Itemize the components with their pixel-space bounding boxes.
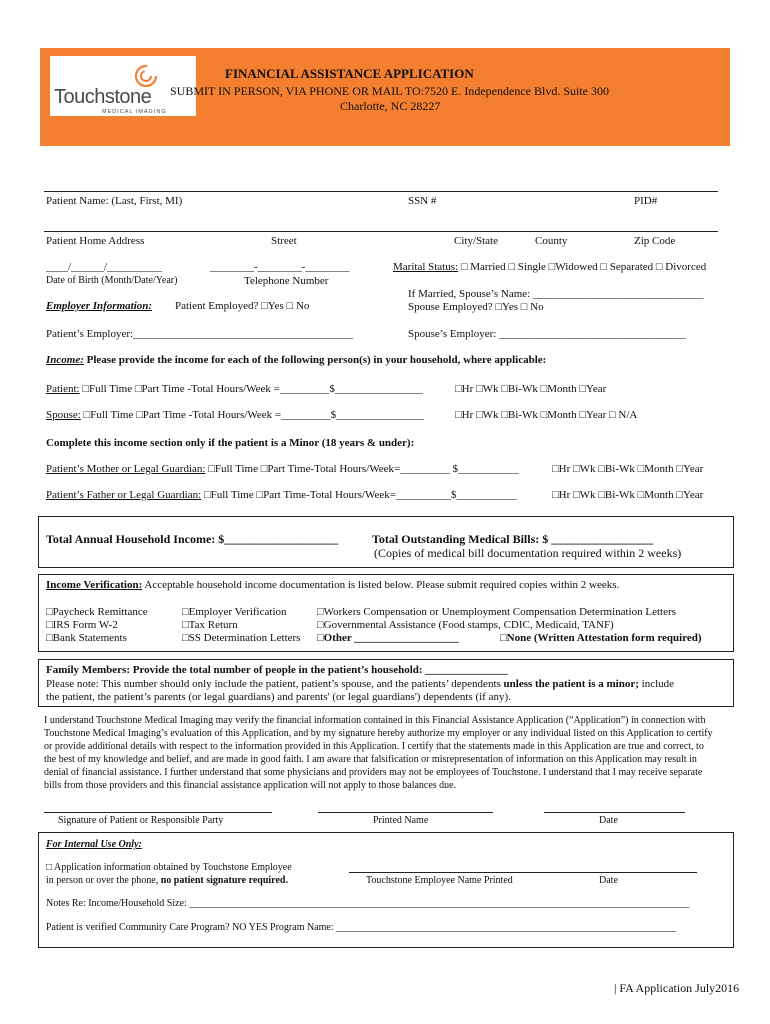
income-verification-heading: Income Verification: [46,579,143,591]
income-heading [46,354,546,366]
verification-none[interactable]: □None (Written Attestation form required) [500,632,702,644]
logo-subtitle: MEDICAL IMAGING [102,109,167,115]
marital-status-options[interactable]: □ Married □ Single □Widowed □ Separated □ Divorced [460,261,707,273]
father-income-label: Patient’s Father or Legal Guardian: [46,489,202,501]
printed-name-label: Printed Name [373,815,429,826]
telephone-field[interactable]: ________-________-________ [210,261,350,273]
family-note-b: unless the patient is a minor; [503,678,639,690]
patient-employed-options[interactable]: Patient Employed? □Yes □ No [175,300,310,312]
signature-line[interactable] [44,812,272,813]
signature-label: Signature of Patient or Responsible Party [58,815,224,826]
medical-bills-note: (Copies of medical bill documentation required within 2 weeks) [374,546,682,560]
family-note-a: Please note: This number should only include the patient, patient’s spouse, and the patients’ dependents [46,678,504,690]
spouses-employer-field[interactable]: Spouse’s Employer: __________________________________ [408,328,687,340]
mother-income-frequency[interactable]: □Hr □Wk □Bi-Wk □Month □Year [552,463,704,475]
verification-bank[interactable]: □Bank Statements [46,632,127,644]
authorization-line: bills from those providers and this financial assistance application will not apply to those balances due. [44,780,457,791]
spouse-employed-options[interactable]: Spouse Employed? □Yes □ No [408,301,544,313]
employer-info-label: Employer Information: [46,300,153,312]
notes-income-household-field[interactable]: Notes Re: Income/Household Size: ____________________________________________________________________________________________________ [46,898,690,909]
obtained-by-employee-checkbox[interactable]: □ Application information obtained by Touchstone Employee [46,862,292,873]
verification-w2[interactable]: □IRS Form W-2 [46,619,118,631]
total-household-income-field[interactable]: Total Annual Household Income: $___________________ [46,532,339,546]
dob-label: Date of Birth (Month/Date/Year) [46,275,178,286]
income-heading-text: Please provide the income for each of the following person(s) in your household, where applicable: [83,354,547,366]
spouse-income-label: Spouse: [46,409,81,421]
patient-name-line[interactable] [44,191,718,192]
father-income-row[interactable]: □Full Time □Part Time-Total Hours/Week=__________$___________ [201,489,517,501]
income-heading-label: Income: [46,354,84,366]
date-line[interactable] [544,812,685,813]
submit-address-line1: SUBMIT IN PERSON, VIA PHONE OR MAIL TO:7520 E. Independence Blvd. Suite 300 [170,84,609,98]
employee-name-label: Touchstone Employee Name Printed [366,875,513,886]
authorization-line: denial of financial assistance. I further understand that some physicians and providers may not be employees of Touchstone. I understand that I may receive separate [44,767,703,778]
patient-income-row[interactable]: □Full Time □Part Time -Total Hours/Week =_________$________________ [79,383,423,395]
family-note-line2: the patient, the patient’s parents (or legal guardians) and parents' (or legal guardians') dependents (if any). [46,691,511,703]
patients-employer-field[interactable]: Patient’s Employer:________________________________________ [46,328,354,340]
authorization-line: I understand Touchstone Medical Imaging may verify the financial information contained in this Financial Assistance Application (“Application”) in connection with [44,715,706,726]
verification-paycheck[interactable]: □Paycheck Remittance [46,606,148,618]
form-title: FINANCIAL ASSISTANCE APPLICATION [225,66,474,81]
patient-income-frequency[interactable]: □Hr □Wk □Bi-Wk □Month □Year [455,383,607,395]
logo-name: Touchstone [54,86,152,108]
family-note-c: include [638,678,675,690]
signature-date-label: Date [599,815,618,826]
community-care-program-field[interactable]: Patient is verified Community Care Program? NO YES Program Name: ____________________________________________________________________ [46,922,677,933]
city-state-label: City/State [454,235,498,247]
father-income-frequency[interactable]: □Hr □Wk □Bi-Wk □Month □Year [552,489,704,501]
internal-use-heading: For Internal Use Only: [46,839,142,850]
ssn-label: SSN # [408,195,437,207]
minor-income-heading: Complete this income section only if the patient is a Minor (18 years & under): [46,437,415,449]
verification-other[interactable]: □Other ___________________ [317,632,459,644]
printed-name-line[interactable] [318,812,493,813]
home-address-label: Patient Home Address [46,235,145,247]
spouse-income-frequency[interactable]: □Hr □Wk □Bi-Wk □Month □Year □ N/A [455,409,638,421]
obtained-line2b: no patient signature required. [160,875,288,886]
zip-label: Zip Code [634,235,676,247]
obtained-line2a: in person or over the phone, [46,875,161,886]
footer-version: | FA Application July2016 [614,981,740,995]
pid-label: PID# [634,195,658,207]
submit-address-line2: Charlotte, NC 28227 [340,99,441,113]
authorization-line: or provide additional details with respect to the information provided in this Application. I certify that the statements made in this Application are true and correct, to [44,741,704,752]
verification-tax-return[interactable]: □Tax Return [182,619,238,631]
spouse-name-field[interactable]: If Married, Spouse’s Name: _______________________________ [408,288,704,300]
verification-gov-assistance[interactable]: □Governmental Assistance (Food stamps, CDIC, Medicaid, TANF) [317,619,614,631]
county-label: County [535,235,568,247]
dob-field[interactable]: ____/______/__________ [46,261,163,273]
patient-income-label: Patient: [46,383,80,395]
income-verification-intro: Acceptable household income documentation is listed below. Please submit required copies within 2 weeks. [142,579,620,591]
family-members-field[interactable]: Family Members: Provide the total number of people in the patient’s household: _______________ [46,664,508,676]
total-medical-bills-field[interactable]: Total Outstanding Medical Bills: $ _________________ [372,532,654,546]
telephone-label: Telephone Number [244,275,329,287]
verification-workers-comp[interactable]: □Workers Compensation or Unemployment Compensation Determination Letters [317,606,676,618]
header-banner [40,48,730,146]
marital-status-label: Marital Status: [393,261,459,273]
employee-name-line[interactable] [349,872,697,873]
internal-date-label: Date [599,875,618,886]
verification-employer[interactable]: □Employer Verification [182,606,287,618]
verification-ss-letters[interactable]: □SS Determination Letters [182,632,301,644]
authorization-line: the best of my knowledge and belief, and are made in good faith. I am aware that falsification or misrepresentation of information on this Application may result in [44,754,697,765]
mother-income-label: Patient’s Mother or Legal Guardian: [46,463,206,475]
authorization-line: Touchstone Medical Imaging’s evaluation of this Application, and by my signature hereby authorize my employer or any individual listed on this Application to certify [44,728,713,739]
home-address-line[interactable] [44,231,718,232]
spouse-income-row[interactable]: □Full Time □Part Time -Total Hours/Week =_________$________________ [80,409,425,421]
patient-name-label: Patient Name: (Last, First, MI) [46,195,183,207]
street-label: Street [271,235,297,247]
mother-income-row[interactable]: □Full Time □Part Time-Total Hours/Week=_________ $___________ [205,463,519,475]
